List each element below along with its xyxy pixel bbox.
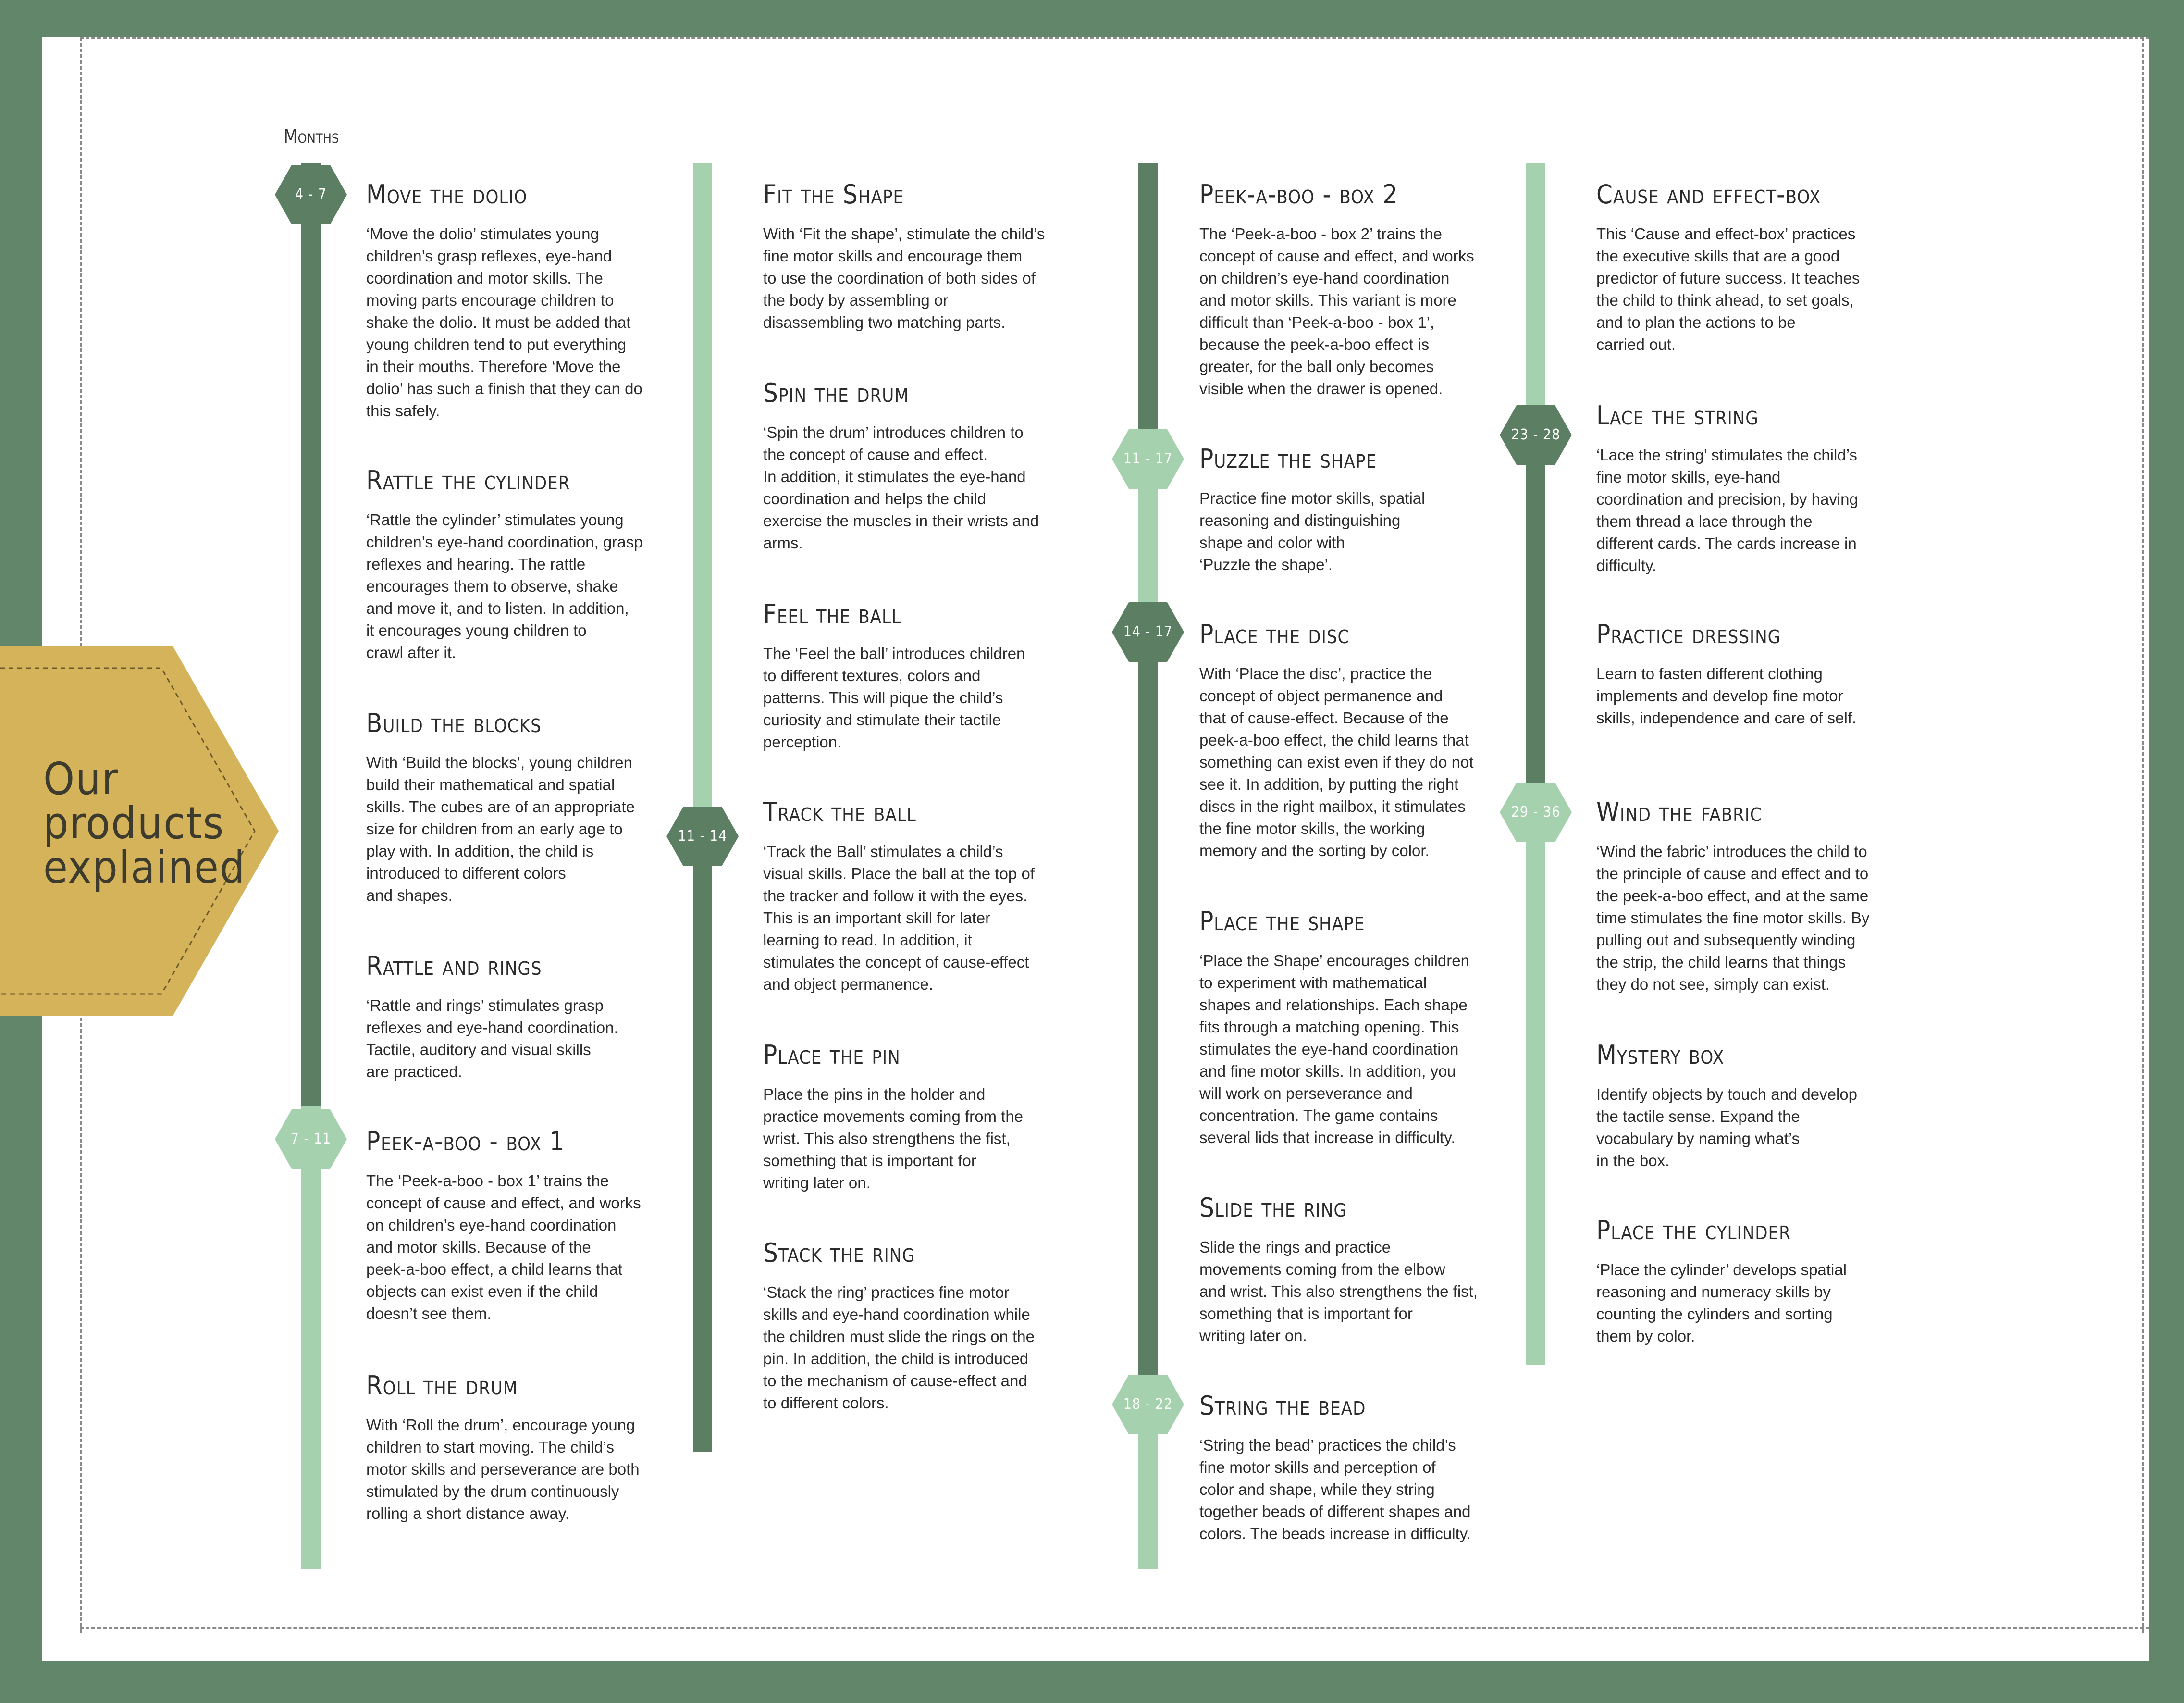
product-title: Mystery box xyxy=(1596,1040,1725,1070)
product-description: ‘String the bead’ practices the child’s fine motor skills and perception of color and shape, while they string together beads of different shapes and colors. The beads increase in difficulty. xyxy=(1199,1436,1471,1542)
product-description: ‘Place the cylinder’ develops spatial reasoning and numeracy skills by counting the cylinders and sorting them by color. xyxy=(1596,1261,1847,1345)
product-entry xyxy=(1596,399,1904,577)
timeline-track-segment xyxy=(1138,632,1158,1401)
age-marker: 23 - 28 xyxy=(1500,405,1572,465)
product-entry xyxy=(1199,178,1507,400)
product-title: Puzzle the shape xyxy=(1199,444,1377,474)
product-title: Roll the drum xyxy=(366,1370,518,1401)
product-entry xyxy=(1596,618,1904,729)
product-description: With ‘Place the disc’, practice the concept of object permanence and that of cause-effect. Because of the peek-a-boo effect, the child learns that something can exist even if they do not see it. In addition, by putting the right discs in the right mailbox, it stimulates the fine motor skills, the working memory and the sorting by color. xyxy=(1199,665,1474,859)
product-description: The ‘Feel the ball’ introduces children to different textures, colors and patterns. This will pique the child’s curiosity and stimulate their tactile perception. xyxy=(763,645,1025,751)
product-title: Track the ball xyxy=(763,797,916,827)
product-title: Cause and effect-box xyxy=(1596,179,1821,210)
product-entry xyxy=(366,464,674,664)
product-title: Place the shape xyxy=(1199,906,1365,936)
product-description: ‘Rattle the cylinder’ stimulates young children’s eye-hand coordination, grasp reflexes and hearing. The rattle encourages them to observe, shake and move it, and to listen. In addition, it encourages young children to crawl after it. xyxy=(366,511,643,661)
product-description: The ‘Peek-a-boo - box 2’ trains the concept of cause and effect, and works on children’s eye-hand coordination and motor skills. This variant is more difficult than ‘Peek-a-boo - box 1’, because the peek-a-boo effect is greater, for the ball only becomes visible when the drawer is opened. xyxy=(1199,225,1474,398)
product-entry xyxy=(1199,618,1507,862)
product-description: Place the pins in the holder and practice movements coming from the wrist. This also strengthens the fist, something that is important for writing later on. xyxy=(763,1085,1024,1192)
product-entry xyxy=(763,597,1071,753)
product-title: Wind the fabric xyxy=(1596,797,1762,827)
product-entry xyxy=(366,949,674,1083)
product-description: Slide the rings and practice movements coming from the elbow and wrist. This also strengthens the fist, something that is important for writing later on. xyxy=(1199,1238,1478,1344)
age-marker: 7 - 11 xyxy=(275,1109,347,1169)
timeline-track-segment xyxy=(301,163,321,1106)
product-title: Place the cylinder xyxy=(1596,1215,1791,1245)
timeline-track-segment xyxy=(1526,435,1545,812)
age-marker: 14 - 17 xyxy=(1112,602,1184,662)
timeline-track-segment xyxy=(1526,163,1545,435)
product-entry xyxy=(1199,1191,1507,1347)
product-description: Practice fine motor skills, spatial reasoning and distinguishing shape and color with ‘Puzzle the shape’. xyxy=(1199,489,1425,573)
product-description: ‘Stack the ring’ practices fine motor skills and eye-hand coordination while the children must slide the rings on the pin. In addition, the child is introduced to the mechanism of cause-effect and to different colors. xyxy=(763,1283,1035,1412)
dashed-cut-line-top xyxy=(80,37,2149,39)
product-entry xyxy=(1596,796,1904,995)
product-entry xyxy=(763,178,1071,334)
product-title: Rattle and rings xyxy=(366,951,542,981)
timeline-track-segment xyxy=(693,836,712,1452)
product-title: String the bead xyxy=(1199,1391,1366,1421)
product-description: This ‘Cause and effect-box’ practices the executive skills that are a good predictor of future success. It teaches the child to think ahead, to set goals, and to plan the actions to be carried out. xyxy=(1596,225,1860,353)
product-entry xyxy=(763,376,1071,554)
product-description: With ‘Roll the drum’, encourage young children to start moving. The child’s motor skills and perseverance are both stimulated by the drum continuously rolling a short distance away. xyxy=(366,1416,640,1522)
product-entry xyxy=(763,1236,1071,1414)
product-title: Practice dressing xyxy=(1596,619,1781,649)
product-title: Move the dolio xyxy=(366,179,528,210)
age-marker: 11 - 14 xyxy=(666,807,739,866)
product-description: Learn to fasten different clothing implements and develop fine motor skills, independence and care of self. xyxy=(1596,665,1857,727)
product-description: ‘Wind the fabric’ introduces the child to the principle of cause and effect and to the peek-a-boo effect, and at the same time stimulates the fine motor skills. By pulling out and subsequently winding the strip, the child learns that things they do not see, simply can exist. xyxy=(1596,843,1870,993)
dashed-cut-line-bottom xyxy=(80,1627,2149,1629)
product-entry xyxy=(1199,905,1507,1149)
product-title: Place the pin xyxy=(763,1040,901,1070)
age-marker: 4 - 7 xyxy=(275,165,347,224)
product-description: ‘Rattle and rings’ stimulates grasp reflexes and eye-hand coordination. Tactile, auditory and visual skills are practiced. xyxy=(366,996,618,1081)
product-title: Rattle the cylinder xyxy=(366,465,570,496)
product-description: ‘Track the Ball’ stimulates a child’s visual skills. Place the ball at the top of the tracker and follow it with the eyes. This is an important skill for later learning to read. In addition, it stimulates the concept of cause-effect and object permanence. xyxy=(763,843,1035,993)
title-banner xyxy=(0,646,279,1016)
timeline-track-segment xyxy=(1526,812,1545,1365)
product-description: With ‘Fit the shape’, stimulate the child’s fine motor skills and encourage them to use the coordination of both sides of the body by assembling or disassembling two matching parts. xyxy=(763,225,1045,331)
product-description: ‘Lace the string’ stimulates the child’s fine motor skills, eye-hand coordination and precision, by having them thread a lace through the different cards. The cards increase in difficulty. xyxy=(1596,446,1858,574)
product-description: The ‘Peek-a-boo - box 1’ trains the concept of cause and effect, and works on children’s eye-hand coordination and motor skills. Because of the peek-a-boo effect, a child learns that objects can exist even if the child doesn’t see them. xyxy=(366,1172,641,1322)
timeline-track-segment xyxy=(301,1106,321,1569)
product-entry xyxy=(763,796,1071,995)
product-entry xyxy=(366,1125,674,1325)
product-title: Peek-a-boo - box 2 xyxy=(1199,179,1398,210)
product-entry xyxy=(366,707,674,907)
product-entry xyxy=(1199,1389,1507,1545)
product-description: With ‘Build the blocks’, young children build their mathematical and spatial skills. The cubes are of an appropriate size for children from an early age to play with. In addition, the child is introduced to different colors and shapes. xyxy=(366,754,635,904)
product-entry xyxy=(366,178,674,422)
product-title: Lace the string xyxy=(1596,400,1759,431)
product-entry xyxy=(1596,1038,1904,1172)
product-title: Place the disc xyxy=(1199,619,1350,649)
product-title: Slide the ring xyxy=(1199,1193,1347,1223)
product-entry xyxy=(1596,1214,1904,1347)
product-entry xyxy=(366,1369,674,1525)
product-title: Spin the drum xyxy=(763,378,909,408)
product-title: Build the blocks xyxy=(366,708,542,738)
product-description: Identify objects by touch and develop the tactile sense. Expand the vocabulary by naming what’s in the box. xyxy=(1596,1085,1858,1169)
product-title: Peek-a-boo - box 1 xyxy=(366,1126,565,1156)
months-axis-label: Months xyxy=(284,126,339,147)
product-title: Feel the ball xyxy=(763,599,901,629)
age-marker: 18 - 22 xyxy=(1112,1375,1184,1434)
product-title: Stack the ring xyxy=(763,1238,915,1268)
product-description: ‘Spin the drum’ introduces children to the concept of cause and effect. In addition, it stimulates the eye-hand coordination and helps the child exercise the muscles in their wrists and arms. xyxy=(763,423,1039,552)
product-description: ‘Move the dolio’ stimulates young children’s grasp reflexes, eye-hand coordination and motor skills. The moving parts encourage children to shake the dolio. It must be added that young children tend to put everything in their mouths. Therefore ‘Move the dolio’ has such a finish that they can do this safely. xyxy=(366,225,642,420)
product-entry xyxy=(1199,442,1507,576)
dashed-cut-line-right xyxy=(2142,37,2144,1633)
product-entry xyxy=(1596,178,1904,356)
product-description: ‘Place the Shape’ encourages children to experiment with mathematical shapes and relationships. Each shape fits through a matching opening. This stimulates the eye-hand coordination and fine motor skills. In addition, you will work on perseverance and concentration. The game contains several lids that increase in difficulty. xyxy=(1199,952,1469,1146)
age-marker: 29 - 36 xyxy=(1500,783,1572,842)
timeline-track-segment xyxy=(693,163,712,836)
product-title: Fit the Shape xyxy=(763,179,904,210)
age-marker: 11 - 17 xyxy=(1112,429,1184,489)
product-entry xyxy=(763,1038,1071,1194)
brochure-title: Our products explained xyxy=(43,753,246,893)
timeline-track-segment xyxy=(1138,163,1158,461)
